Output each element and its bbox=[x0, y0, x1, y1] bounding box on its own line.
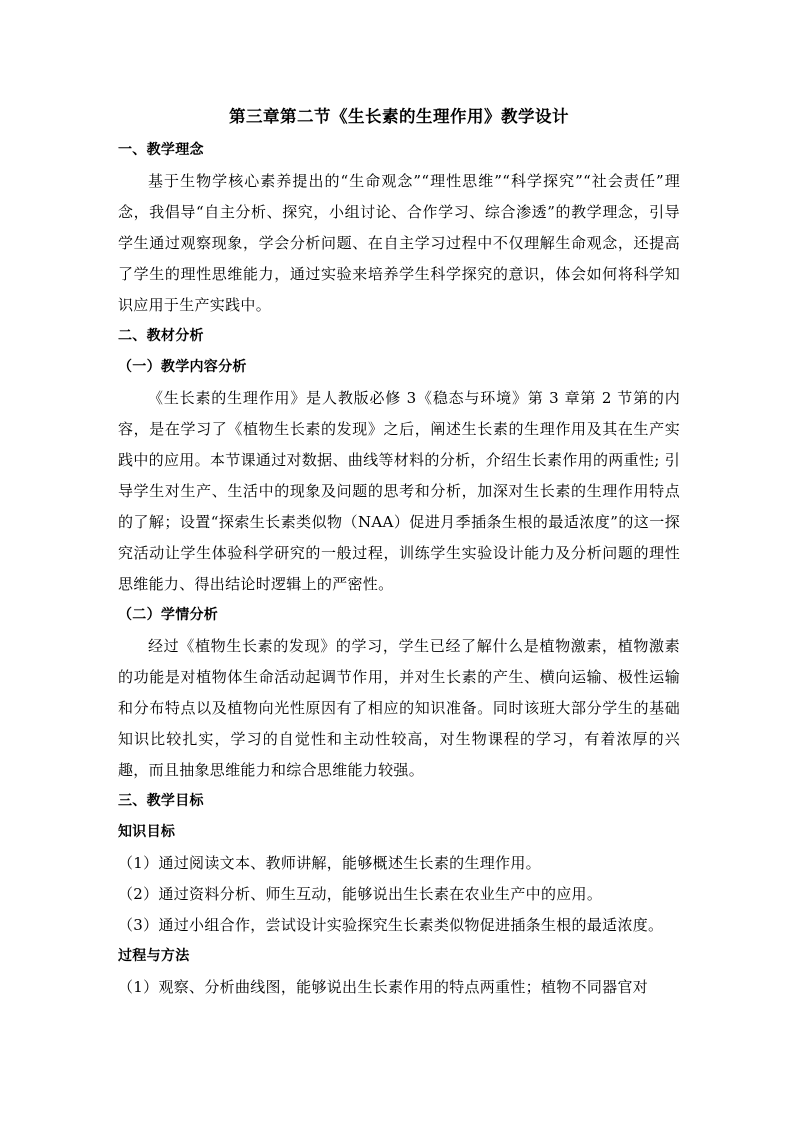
subsection-heading-student-analysis: （二）学情分析 bbox=[118, 607, 219, 623]
subsection-heading-content-analysis: （一）教学内容分析 bbox=[118, 359, 247, 375]
list-item-process-1: （1）观察、分析曲线图，能够说出生长素作用的特点两重性；植物不同器官对 bbox=[118, 978, 649, 996]
section-heading-material-analysis: 二、教材分析 bbox=[118, 328, 204, 344]
paragraph-teaching-philosophy: 基于生物学核心素养提出的“生命观念”“理性思维”“科学探究”“社会责任”理念，我倡导“自主分析、探究，小组讨论、合作学习、综合渗透”的教学理念，引导学生通过观察现象，学会分析问题、在自主学习过程中不仅理解生命观念，还提高了学生的理性思维能力，通过实验来培养学生科学探究的意识，体会如何将科学知识应用于生产实践中。 bbox=[118, 172, 680, 314]
subheading-knowledge-objectives: 知识目标 bbox=[118, 824, 176, 840]
section-heading-teaching-philosophy: 一、教学理念 bbox=[118, 142, 204, 158]
list-item-knowledge-1: （1）通过阅读文本、教师讲解，能够概述生长素的生理作用。 bbox=[118, 854, 541, 872]
paragraph-student-analysis: 经过《植物生长素的发现》的学习，学生已经了解什么是植物激素，植物激素的功能是对植物体生命活动起调节作用，并对生长素的产生、横向运输、极性运输和分布特点以及植物向光性原因有了相应的知识准备。同时该班大部分学生的基础知识比较扎实，学习的自觉性和主动性较高，对生物课程的学习，有着浓厚的兴趣，而且抽象思维能力和综合思维能力较强。 bbox=[118, 637, 680, 779]
subheading-process-methods: 过程与方法 bbox=[118, 948, 190, 964]
document-title: 第三章第二节《生长素的生理作用》教学设计 bbox=[229, 107, 569, 126]
paragraph-content-analysis: 《生长素的生理作用》是人教版必修 3《稳态与环境》第 3 章第 2 节第的内容，是在学习了《植物生长素的发现》之后，阐述生长素的生理作用及其在生产实践中的应用。本节课通过对数据、曲线等材料的分析，介绍生长素作用的两重性; 引导学生对生产、生活中的现象及问题的思考和分析，加深对生长素的生理作用特点的了解；设置“探索生长素类似物（NAA）促进月季插条生根的最适浓度”的这一探究活动让学生体验科学研究的一般过程，训练学生实验设计能力及分析问题的理性思维能力、得出结论时逻辑上的严密性。 bbox=[118, 389, 680, 593]
section-heading-teaching-objectives: 三、教学目标 bbox=[118, 793, 204, 809]
document-body bbox=[118, 104, 680, 1003]
list-item-knowledge-3: （3）通过小组合作，尝试设计实验探究生长素类似物促进插条生根的最适浓度。 bbox=[118, 916, 664, 934]
list-item-knowledge-2: （2）通过资料分析、师生互动，能够说出生长素在农业生产中的应用。 bbox=[118, 885, 603, 903]
